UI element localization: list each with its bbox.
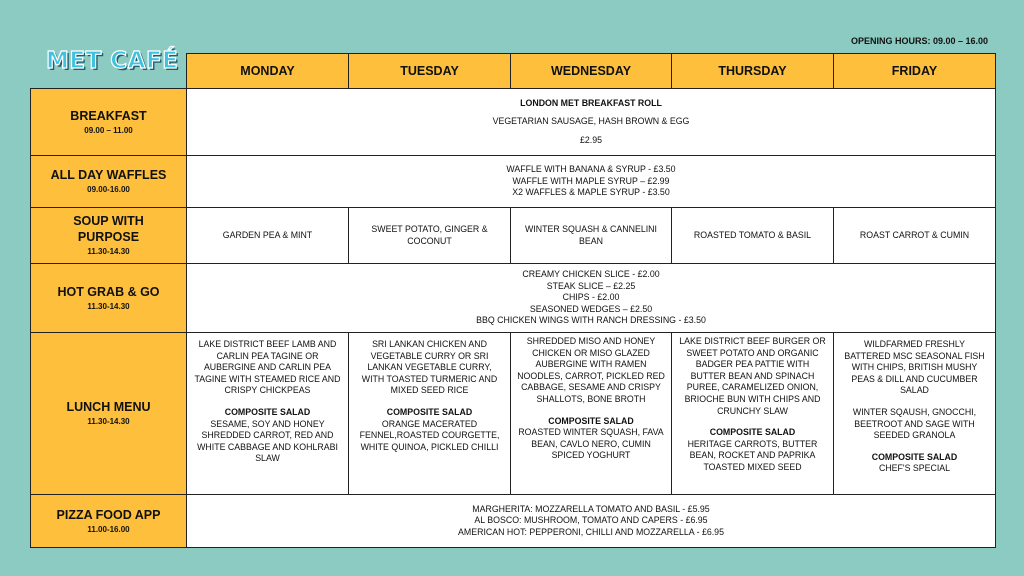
lunch-time: 11.30-14.30	[87, 417, 130, 427]
day-friday: FRIDAY	[834, 54, 996, 89]
soup-time: 11.30-14.30	[87, 247, 130, 257]
lunch-main: LAKE DISTRICT BEEF LAMB AND CARLIN PEA TAGINE OR AUBERGINE AND CARLIN PEA TAGINE WITH STEAMED RICE AND CRISPY CHICKPEAS	[194, 339, 341, 396]
lunch-monday	[187, 333, 349, 495]
salad-desc: CHEF'S SPECIAL	[878, 463, 951, 474]
breakfast-header	[31, 89, 187, 156]
salad-title: COMPOSITE SALAD	[871, 451, 958, 462]
day-wednesday: WEDNESDAY	[511, 54, 672, 89]
hot-item: CREAMY CHICKEN SLICE - £2.00	[522, 268, 660, 279]
waffle-item: WAFFLE WITH BANANA & SYRUP - £3.50	[506, 164, 676, 175]
salad-desc: ORANGE MACERATED FENNEL,ROASTED COURGETTE, WHITE QUINOA, PICKLED CHILLI	[359, 418, 500, 452]
pizza-header	[31, 495, 187, 548]
hot-item: SEASONED WEDGES – £2.50	[529, 303, 653, 314]
waffle-item: X2 WAFFLES & MAPLE SYRUP - £3.50	[512, 187, 670, 198]
salad-title: COMPOSITE SALAD	[386, 407, 473, 418]
lunch-header	[31, 333, 187, 495]
hot-item: BBQ CHICKEN WINGS WITH RANCH DRESSING - £3.50	[476, 315, 706, 326]
pizza-cell	[187, 495, 996, 548]
lunch-main: SRI LANKAN CHICKEN AND VEGETABLE CURRY OR SRI LANKAN VEGETABLE CURRY, WITH TOASTED TURMERIC AND MIXED SEED RICE	[361, 339, 498, 396]
pizza-time: 11.00-16.00	[87, 524, 130, 534]
salad-desc: ROASTED WINTER SQUASH, FAVA BEAN, CAVLO NERO, CUMIN SPICED YOGHURT	[518, 427, 664, 461]
lunch-thursday	[672, 333, 834, 495]
soup-friday: ROAST CARROT & CUMIN	[834, 208, 996, 264]
soup-tuesday: SWEET POTATO, GINGER & COCONUT	[349, 208, 511, 264]
waffle-item: WAFFLE WITH MAPLE SYRUP – £2.99	[512, 175, 670, 186]
salad-desc: SESAME, SOY AND HONEY SHREDDED CARROT, RED AND WHITE CABBAGE AND KOHLRABI SLAW	[197, 418, 338, 464]
row-lunch	[31, 333, 996, 495]
row-soup	[31, 208, 996, 264]
row-breakfast	[31, 89, 996, 156]
breakfast-cell	[187, 89, 996, 156]
waffles-cell	[187, 156, 996, 208]
lunch-tuesday	[349, 333, 511, 495]
corner-cell	[31, 54, 187, 89]
row-pizza	[31, 495, 996, 548]
breakfast-price: £2.95	[579, 134, 602, 145]
waffles-title: ALL DAY WAFFLES	[50, 168, 167, 183]
lunch-wednesday	[511, 333, 672, 495]
soup-monday: GARDEN PEA & MINT	[187, 208, 349, 264]
lunch-main: SHREDDED MISO AND HONEY CHICKEN OR MISO GLAZED AUBERGINE WITH RAMEN NOODLES, CARROT, PICKLED RED CABBAGE, SESAME AND CRISPY SHALLOTS, BONE BROTH	[517, 336, 665, 405]
pizza-item: MARGHERITA: MOZZARELLA TOMATO AND BASIL - £5.95	[472, 503, 710, 514]
breakfast-time: 09.00 – 11.00	[84, 125, 133, 135]
pizza-title: PIZZA FOOD APP	[56, 507, 161, 522]
hot-title: HOT GRAB & GO	[57, 284, 160, 299]
hot-item: STEAK SLICE – £2.25	[546, 280, 636, 291]
lunch-title: LUNCH MENU	[66, 400, 151, 415]
breakfast-title: BREAKFAST	[70, 108, 147, 123]
row-waffles	[31, 156, 996, 208]
lunch-main-2: WINTER SQAUSH, GNOCCHI, BEETROOT AND SAGE WITH SEEDED GRANOLA	[852, 407, 977, 441]
breakfast-item-title: LONDON MET BREAKFAST ROLL	[520, 97, 662, 108]
day-monday: MONDAY	[187, 54, 349, 89]
opening-hours: OPENING HOURS: 09.00 – 16.00	[850, 36, 988, 46]
lunch-main: LAKE DISTRICT BEEF BURGER OR SWEET POTATO AND ORGANIC BADGER PEA PATTIE WITH BUTTER BEAN AND SPINACH PUREE, CARAMELIZED ONION, BRIOCHE BUN WITH CHIPS AND CRUNCHY SLAW	[679, 336, 826, 416]
salad-title: COMPOSITE SALAD	[224, 407, 311, 418]
waffles-time: 09.00-16.00	[87, 185, 130, 195]
waffles-header	[31, 156, 187, 208]
lunch-main: WILDFARMED FRESHLY BATTERED MSC SEASONAL FISH WITH CHIPS, BRITISH MUSHY PEAS & DILL AND CUCUMBER SALAD	[844, 339, 985, 396]
met-cafe-logo: MET CAFÉ	[46, 48, 179, 74]
salad-title: COMPOSITE SALAD	[709, 427, 796, 438]
soup-title-line2: PURPOSE	[77, 230, 140, 245]
pizza-item: AL BOSCO: MUSHROOM, TOMATO AND CAPERS - £6.95	[474, 515, 708, 526]
pizza-item: AMERICAN HOT: PEPPERONI, CHILLI AND MOZZARELLA - £6.95	[458, 526, 724, 537]
hot-cell	[187, 264, 996, 333]
hot-header	[31, 264, 187, 333]
lunch-friday	[834, 333, 996, 495]
hot-time: 11.30-14.30	[87, 301, 130, 311]
salad-desc: HERITAGE CARROTS, BUTTER BEAN, ROCKET AND PAPRIKA TOASTED MIXED SEED	[687, 438, 818, 473]
hot-item: CHIPS - £2.00	[562, 292, 620, 303]
salad-title: COMPOSITE SALAD	[548, 415, 634, 426]
soup-title-line1: SOUP WITH	[73, 213, 144, 228]
soup-header	[31, 208, 187, 264]
header-row	[31, 54, 996, 89]
day-tuesday: TUESDAY	[349, 54, 511, 89]
weekly-menu-table	[30, 53, 996, 548]
breakfast-item-desc: VEGETARIAN SAUSAGE, HASH BROWN & EGG	[492, 116, 690, 127]
soup-wednesday: WINTER SQUASH & CANNELINI BEAN	[511, 208, 672, 264]
row-hot-grab-go	[31, 264, 996, 333]
day-thursday: THURSDAY	[672, 54, 834, 89]
soup-thursday: ROASTED TOMATO & BASIL	[672, 208, 834, 264]
